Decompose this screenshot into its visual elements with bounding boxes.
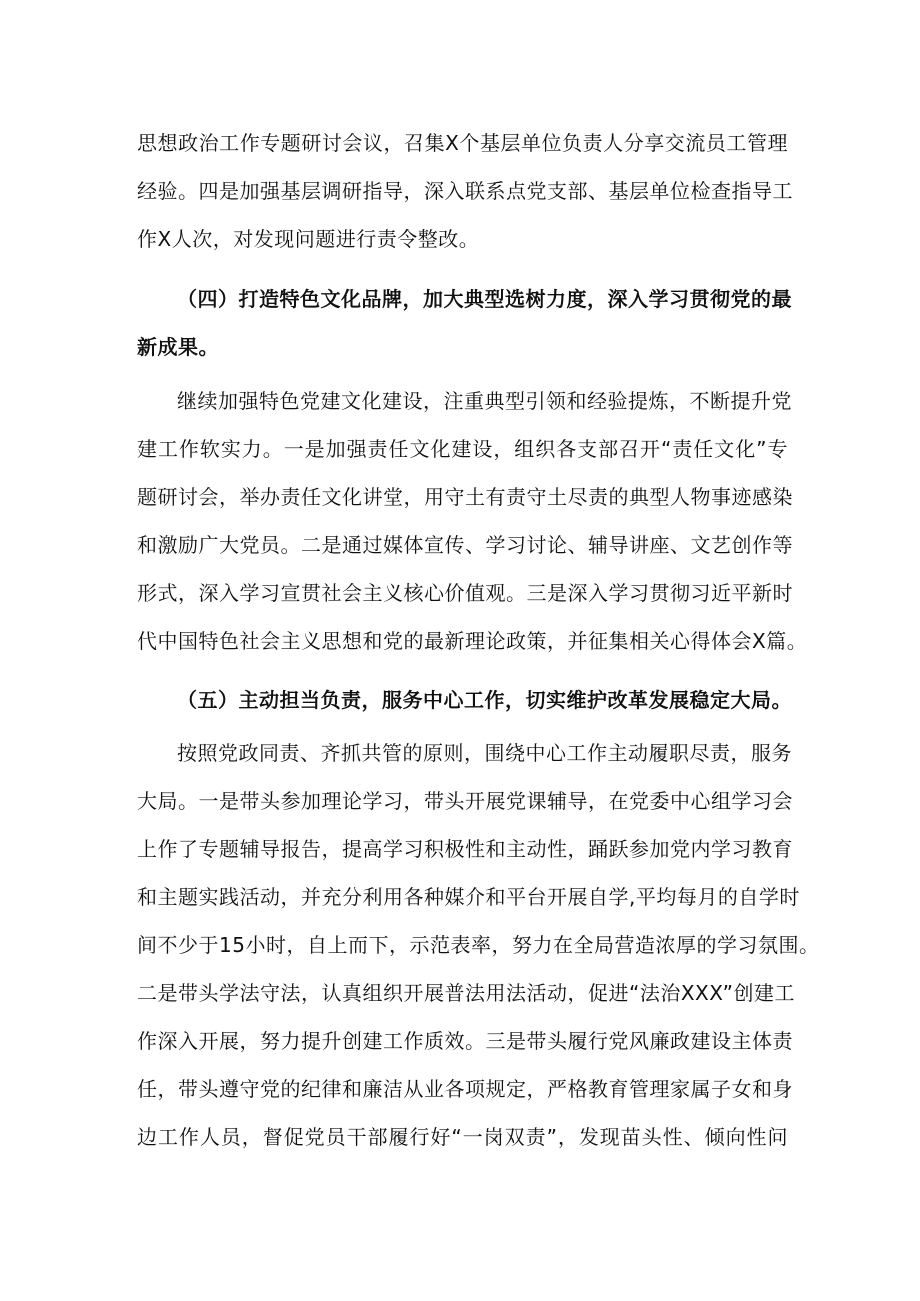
paragraph-line: 和主题实践活动，并充分利用各种媒介和平台开展自学,平均每月的自学时 xyxy=(137,885,800,909)
paragraph-line: 题研讨会，举办责任文化讲堂，用守土有责守土尽责的典型人物事迹感染 xyxy=(137,485,793,509)
paragraph-line: 上作了专题辅导报告，提高学习积极性和主动性，踊跃参加党内学习教育 xyxy=(137,837,793,861)
heading-line: （四）打造特色文化品牌，加大典型选树力度，深入学习贯彻党的最 xyxy=(177,287,792,311)
paragraph-line: 二是带头学法守法，认真组织开展普法用法活动，促进“法治XXX”创建工 xyxy=(137,981,796,1005)
paragraph-line: 按照党政同责、齐抓共管的原则，围绕中心工作主动履职尽责，服务 xyxy=(177,741,792,765)
paragraph-line: 形式，深入学习宣贯社会主义核心价值观。三是深入学习贯彻习近平新时 xyxy=(137,581,793,605)
paragraph-line: 思想政治工作专题研讨会议，召集X个基层单位负责人分享交流员工管理 xyxy=(137,131,788,155)
paragraph-line: 作X人次，对发现问题进行责令整改。 xyxy=(137,227,480,251)
continuation-paragraph xyxy=(137,119,793,263)
paragraph-line: 作深入开展，努力提升创建工作质效。三是带头履行党风廉政建设主体责 xyxy=(137,1029,793,1053)
paragraph-line: 间不少于15小时，自上而下，示范表率，努力在全局营造浓厚的学习氛围。 xyxy=(137,933,820,957)
paragraph-line: 建工作软实力。一是加强责任文化建设，组织各支部召开“责任文化”专 xyxy=(137,437,788,461)
section-four-body xyxy=(137,377,808,665)
paragraph-line: 经验。四是加强基层调研指导，深入联系点党支部、基层单位检查指导工 xyxy=(137,179,793,203)
section-four-heading xyxy=(137,275,792,371)
paragraph-line: 边工作人员，督促党员干部履行好“一岗双责”，发现苗头性、倾向性问 xyxy=(137,1125,788,1149)
paragraph-line: 任，带头遵守党的纪律和廉洁从业各项规定，严格教育管理家属子女和身 xyxy=(137,1077,793,1101)
paragraph-line: 继续加强特色党建文化建设，注重典型引领和经验提炼，不断提升党 xyxy=(177,389,792,413)
section-five-heading xyxy=(137,676,792,724)
section-five-body xyxy=(137,729,820,1161)
heading-line: （五）主动担当负责，服务中心工作，切实维护改革发展稳定大局。 xyxy=(177,688,792,712)
paragraph-line: 和激励广大党员。二是通过媒体宣传、学习讨论、辅导讲座、文艺创作等 xyxy=(137,533,793,557)
paragraph-line: 大局。一是带头参加理论学习，带头开展党课辅导，在党委中心组学习会 xyxy=(137,789,793,813)
paragraph-line: 代中国特色社会主义思想和党的最新理论政策，并征集相关心得体会X篇。 xyxy=(137,629,808,653)
heading-line: 新成果。 xyxy=(137,335,219,359)
